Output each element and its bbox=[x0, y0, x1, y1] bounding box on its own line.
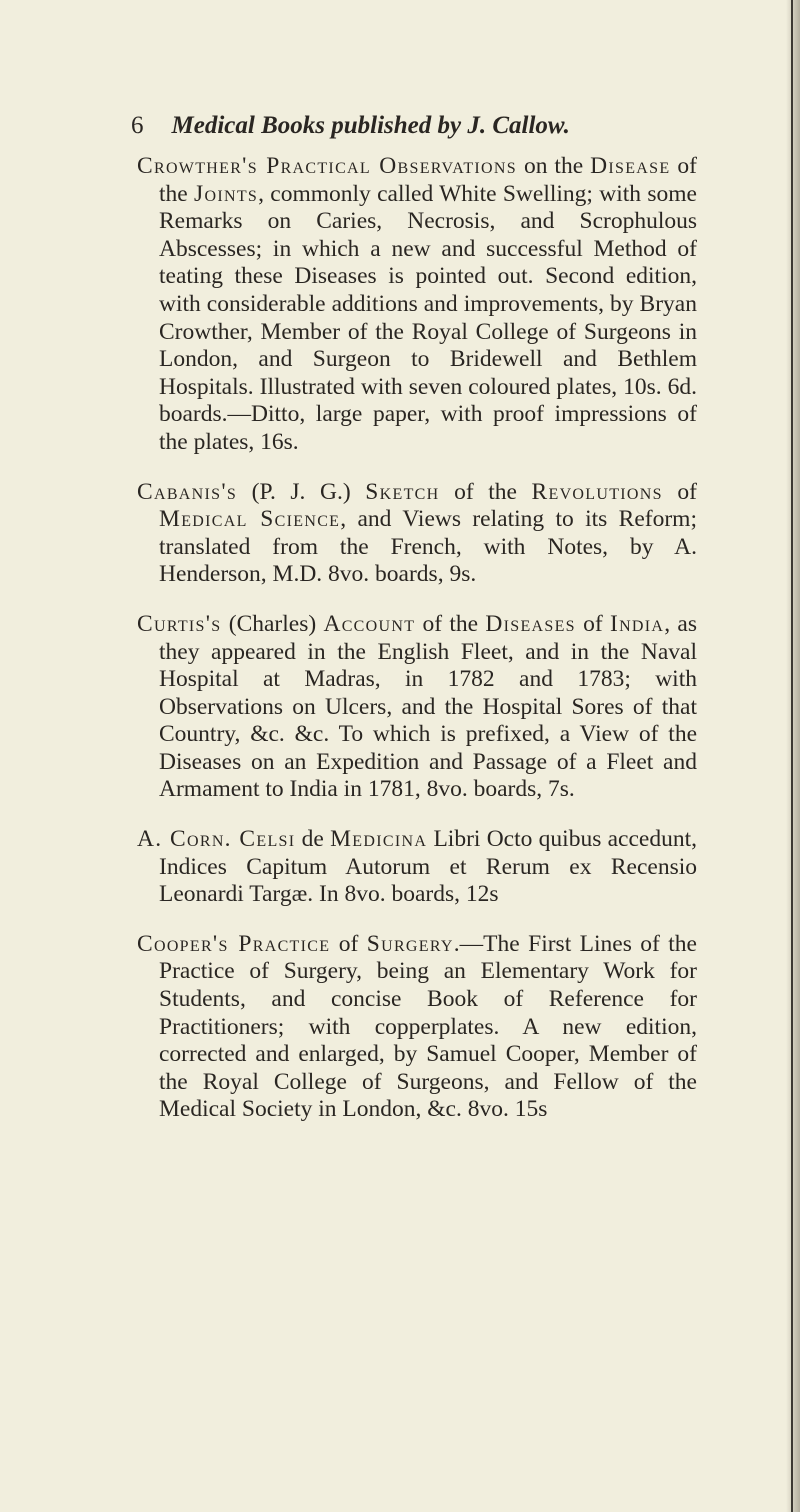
entry-subject: Diseases bbox=[485, 610, 576, 637]
page-edge-line bbox=[791, 0, 793, 1512]
entry-subject: Sketch bbox=[365, 478, 440, 505]
entry-heading: Curtis's bbox=[137, 610, 222, 637]
entry-subject: Medical Science bbox=[159, 506, 341, 533]
entry-connector: of bbox=[662, 478, 697, 505]
entry-connector: de bbox=[295, 826, 331, 853]
entry-subject: Medicina bbox=[330, 826, 428, 853]
entry-subject: Account bbox=[323, 610, 416, 637]
entry-text: .—The First Lines of the Practice of Surgery, being an Elementary Work for Students, and concise Book of Reference for Practitioners; with copperplates. A new edition, corrected and enlarged, by Samuel Cooper, Member of the Royal College of Surgeons, and Fellow of the Medical Society in London, &c. 8vo. 15s bbox=[159, 930, 697, 1123]
entry-subject: Disease bbox=[590, 153, 671, 179]
entry-subject: Surgery bbox=[366, 930, 454, 957]
entry-heading: Crowther's Practical Observations bbox=[137, 153, 517, 179]
entry-subject: Revolutions bbox=[531, 478, 663, 505]
entry-text: , as they appeared in the English Fleet, and in the Naval Hospital at Madras, in 1782 and 1783; with Observations on Ulcers, and the Hospital Sores of that Country, &c. &c. To which is prefixed, a View of the Diseases on an Expedition and Passage of a Fleet and Armament to India in 1781, 8vo. boards, 7s. bbox=[159, 610, 697, 803]
entry-heading: Cabanis's bbox=[137, 478, 238, 505]
entry-connector: of the bbox=[415, 610, 486, 637]
page-number: 6 bbox=[131, 112, 144, 139]
book-entry-crowther bbox=[137, 153, 697, 457]
running-head bbox=[131, 112, 570, 140]
entry-subject: Joints bbox=[194, 180, 259, 207]
entry-connector: of bbox=[330, 930, 367, 957]
entry-connector: of the bbox=[439, 478, 532, 505]
entry-connector: on the bbox=[516, 153, 591, 179]
book-entry-celsus bbox=[137, 826, 697, 909]
entry-heading: Cooper's Practice bbox=[137, 930, 331, 957]
entry-subject: India bbox=[609, 610, 665, 637]
entry-heading: A. Corn. Celsi bbox=[137, 826, 296, 853]
book-entry-cooper bbox=[137, 931, 697, 1124]
entry-text: Libri Octo quibus accedunt, Indices Capitum Autorum et Rerum ex Recensio Leonardi Targæ. In 8vo. boards, 12s bbox=[159, 826, 697, 908]
book-list bbox=[137, 153, 697, 1146]
entry-text: , commonly called White Swelling; with some Remarks on Caries, Necrosis, and Scrophulous Abscesses; in which a new and successful Method of teating these Diseases is pointed out. Second edition, with considerable additions and improvements, by Bryan Crowther, Member of the Royal College of Surgeons in London, and Surgeon to Bridewell and Bethlem Hospitals. Illustrated with seven coloured plates, 10s. 6d. boards.—Ditto, large paper, with proof impressions of the plates, 16s. bbox=[159, 180, 697, 455]
page-edge-shadow bbox=[786, 0, 800, 1512]
book-entry-curtis bbox=[137, 611, 697, 804]
running-title: Medical Books published by J. Callow. bbox=[171, 112, 570, 139]
entry-connector: of bbox=[575, 610, 610, 637]
book-entry-cabanis bbox=[137, 479, 697, 589]
entry-connector: (P. J. G.) bbox=[237, 478, 366, 505]
entry-connector: (Charles) bbox=[221, 610, 324, 637]
entry-text: , and Views relating to its Reform; translated from the French, with Notes, by A. Henderson, M.D. 8vo. boards, 9s. bbox=[159, 506, 697, 588]
entry-connector: of the bbox=[159, 153, 698, 207]
